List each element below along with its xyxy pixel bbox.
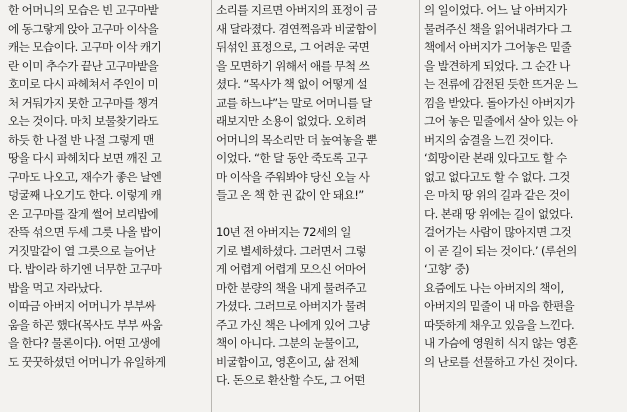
text-column-1 [8,1,208,371]
text-line: 움을 하곤 했다(목사도 부부 싸움 [8,317,163,332]
text-line: 물려주신 책을 읽어내려가다 그 [424,21,572,36]
text-line: 을 모면하기 위해서 애를 무척 쓰 [216,58,370,73]
text-line: 의 난로를 선물하고 가신 것이다. [424,354,578,369]
text-line: 에 동그랗게 앉아 고구마 이삭을 [8,21,159,36]
text-line: 게 어렵게 어렵게 모으신 어마어 [216,262,367,276]
text-line: 걸어가는 사람이 많아지면 그것 [424,225,572,239]
text-line: 책에서 아버지가 그어놓은 밑줄 [424,40,572,54]
text-line: 뒤섞인 표정으로, 그 어려운 국면 [216,40,370,54]
text-line: 이따금 아버지 어머니가 부부싸 [8,299,156,313]
text-line: 마한 분량의 책을 내게 물려주고 [216,280,367,295]
text-line: 책이 아니다. 그분의 눈물이고, [216,336,359,350]
column-divider [419,0,420,412]
text-line: 땅을 다시 파헤치다 보면 깨진 고 [8,151,162,165]
text-line: 오는 것이다. 마치 보물찾기라도 [8,114,159,128]
column-divider [211,0,212,412]
text-line: 없고 없다고도 할 수 없다. 그것 [424,169,570,184]
text-line: 거짓말같이 열 그릇으로 늘어난 [8,243,156,258]
text-line: 을 발견하게 되었다. 그 순간 나 [424,58,570,73]
text-line: 이었다. “한 달 동안 죽도록 고구 [216,151,368,165]
text-line: 도 꿋꿋하셨던 어머니가 유일하게 [8,354,166,369]
text-line: 요즘에도 나는 아버지의 책이, [424,280,564,295]
text-line: 잔뜩 섞으면 두세 그릇 나올 밥이 [8,225,162,239]
text-line: ‘고향’ 중) [424,262,469,276]
text-line: 하듯 한 나절 반 나절 그렇게 맨 [8,132,154,147]
text-line: 낌을 받았다. 돌아가신 아버지가 [424,95,575,110]
text-column-3 [424,1,622,371]
text-line: 을 한다? 물론이다). 어떤 고생에 [8,336,161,350]
text-line: ‘희망이란 본래 있다고도 할 수 [424,151,567,165]
text-line: 가셨다. 그러므로 아버지가 물려 [216,299,367,313]
text-line: 캐는 모습이다. 고구마 이삭 캐기 [8,40,162,54]
text-line: 내 가슴에 영원히 식지 않는 영혼 [424,336,578,350]
text-line: 한 어머니의 모습은 빈 고구마밭 [8,3,159,17]
text-line: 주고 가신 책은 나에게 있어 그냥 [216,317,370,332]
text-line: 호미로 다시 파헤쳐서 주인이 미 [8,77,159,91]
text-line: 그어 놓은 밑줄에서 살아 있는 아 [424,114,578,128]
text-line: 아버지의 밑줄이 내 마음 한편을 [424,299,575,313]
text-line: 구마도 나오고, 재수가 좋은 날엔 [8,169,162,184]
text-line: 10년 전 아버지는 72세의 일 [216,225,351,239]
text-line: 는 전류에 감전된 듯한 뜨거운 느 [424,77,578,91]
text-line: 버지의 숨결을 느낀 것이다. [424,132,553,147]
text-line: 어머니의 목소리만 더 높여놓을 뿐 [216,132,377,147]
text-line: 비굴함이고, 영혼이고, 삶 전체 [216,354,359,369]
text-line: 온 고구마를 잘게 썰어 보리밥에 [8,206,159,221]
text-line: 이 곧 길이 되는 것이다.’ (루쉰의 [424,243,577,258]
text-line: 다. 돈으로 환산할 수도, 그 어떤 [216,373,365,387]
text-line: 다. 본래 땅 위에는 길이 없었다. [424,206,573,221]
text-line: 들고 온 책 한 권 값이 안 돼요!” [216,188,364,202]
text-line: 란 이미 추수가 끝난 고구마밭을 [8,58,159,73]
text-line: 새 달라졌다. 겸연쩍음과 비굴함이 [216,21,377,36]
text-line: 교를 하느냐”는 말로 어머니를 달 [216,95,372,110]
text-line: 따뜻하게 채우고 있음을 느낀다. [424,317,575,332]
text-line: 의 일이었다. 어느 날 아버지가 [424,3,567,17]
text-line: 은 마치 땅 위의 길과 같은 것이 [424,188,570,202]
text-line: 덩굴째 나오기도 한다. 이렇게 캐 [8,188,162,202]
text-line: 기로 별세하셨다. 그러면서 그렇 [216,243,367,258]
text-line: 셨다. “목사가 책 없이 어떻게 설 [216,77,368,91]
text-line: 소리를 지르면 아버지의 표정이 금 [216,3,377,17]
text-line: 래보지만 소용이 없었다. 오히려 [216,114,367,128]
text-line: 다. 밥이라 하기엔 너무한 고구마 [8,262,162,276]
text-line: 마 이삭을 주워봐야 당신 오늘 사 [216,169,370,184]
text-line: 밥을 먹고 자라났다. [8,280,103,295]
text-column-2 [216,1,416,390]
paragraph-gap [216,205,416,224]
text-line: 처 거둬가지 못한 고구마를 챙겨 [8,95,159,110]
